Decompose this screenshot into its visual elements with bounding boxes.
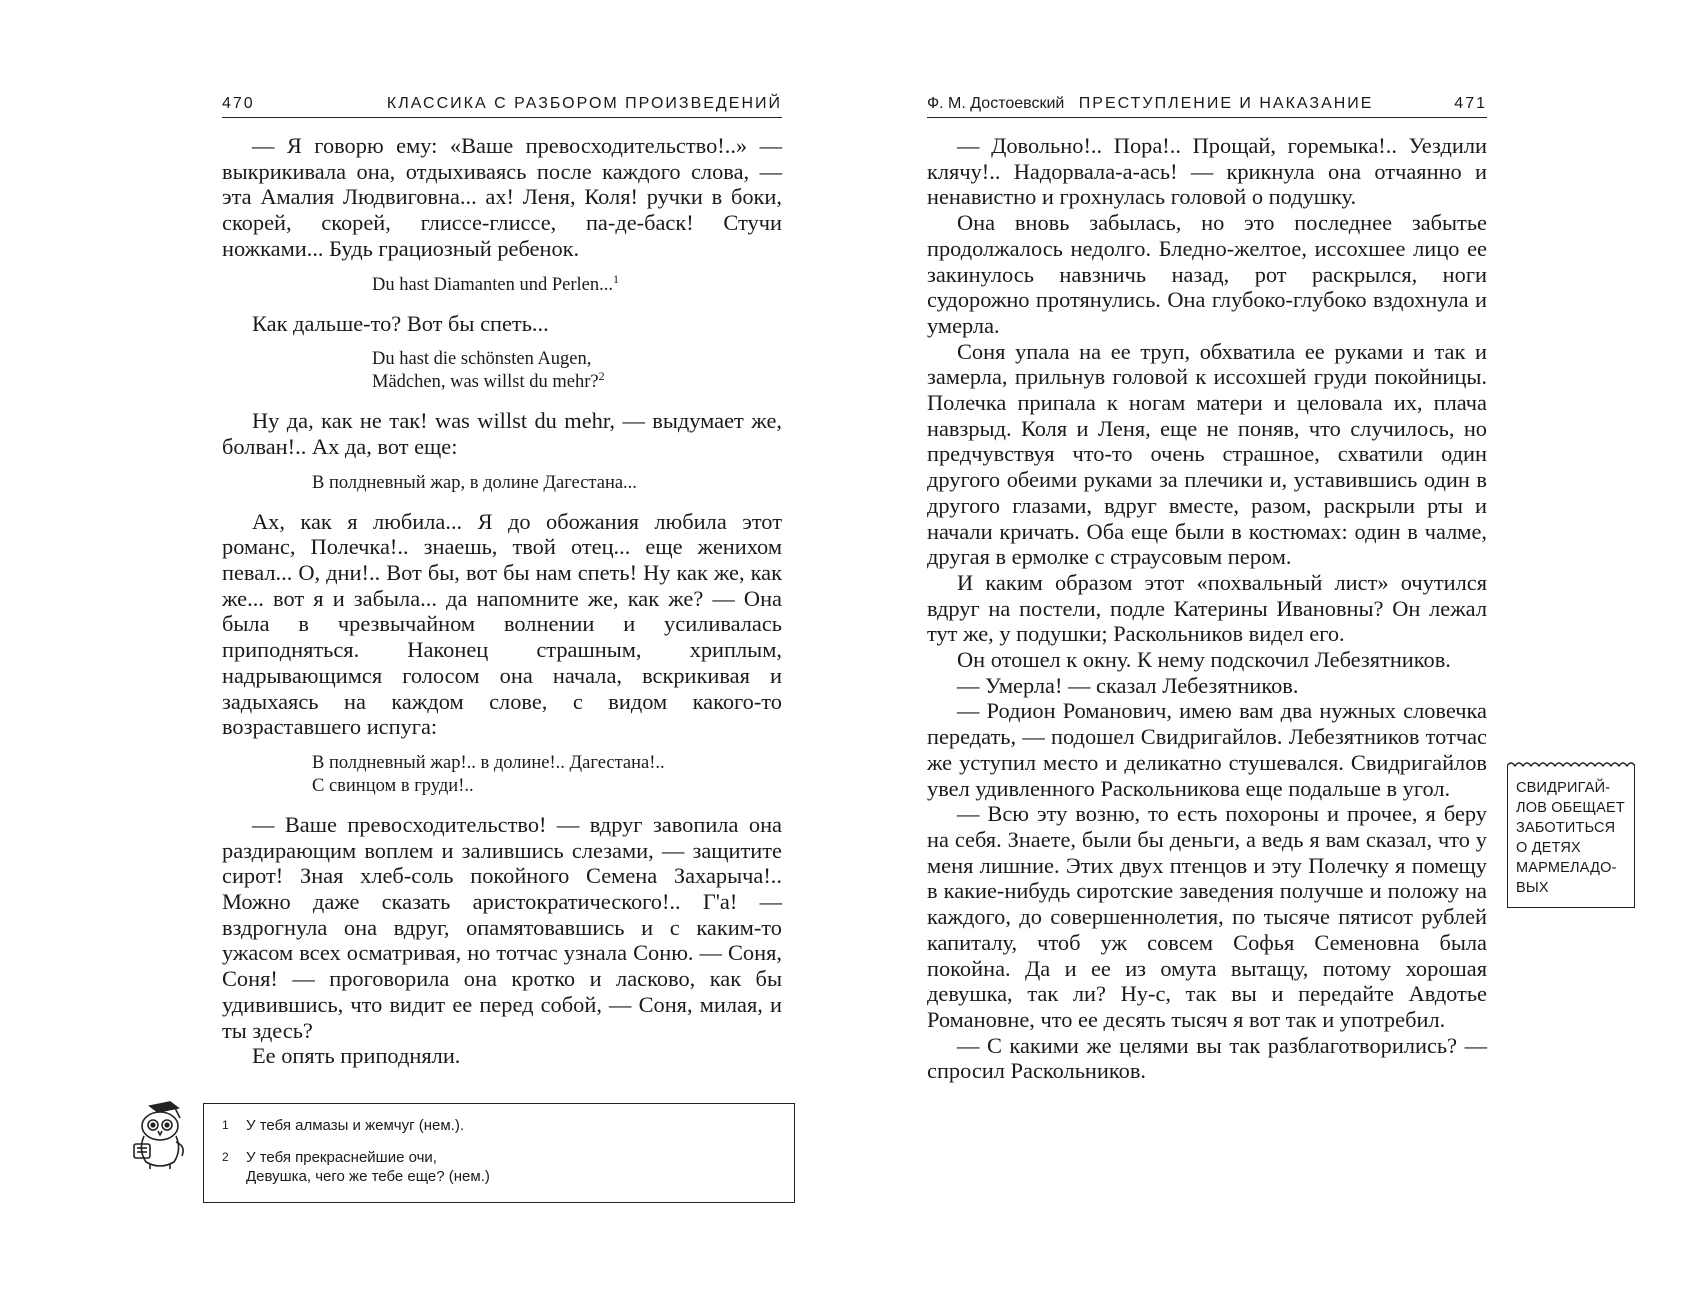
verse-line: С свинцом в груди!.. — [312, 775, 474, 796]
footnote — [222, 1116, 778, 1135]
margin-note-line: О ДЕТЯХ — [1516, 840, 1581, 856]
paragraph: Соня упала на ее труп, обхватила ее руками и так и замерла, прильнув головой к иссохшей груди покойницы. Полечка припала к ногам матери и целовала их, плача навзрыд. Коля и Леня, еще не поняв, что случилось, но предчувствуя что-то очень страшное, схватили один другого обеими руками за плечики и, уставившись один в другого глазами, вдруг вместе, разом, раскрыли рты и начали кричать. Оба еще были в костюмах: один в чалме, другая в ермолке с страусовым пером. — [927, 338, 1487, 570]
verse-quote — [222, 271, 782, 297]
margin-note — [1507, 766, 1635, 908]
paragraph: — С какими же целями вы так разблаготворились? — спросил Раскольников. — [927, 1032, 1487, 1084]
paragraph: Ах, как я любила... Я до обожания любила этот романс, Полечка!.. знаешь, твой отец... еще женихом певал... О, дни!.. Вот бы, вот бы нам спеть! Ну как же, как же... вот я и забыла... да напомните же, как же? — Она была в чрезвычайном волнении и усиливалась приподняться. Наконец страшным, хриплым, надрывающимся голосом она начала, вскрикивая и задыхаясь на каждом слове, с видом какого-то возраставшего испуга: — [222, 508, 782, 740]
paragraph: — Довольно!.. Пора!.. Прощай, горемыка!.. Уездили клячу!.. Надорвала-а-ась! — крикнула она отчаянно и ненавистно и грохнулась головой о подушку. — [927, 133, 1487, 210]
verse-quote — [222, 472, 782, 495]
margin-note-line: ЛОВ ОБЕЩАЕТ — [1516, 800, 1625, 816]
footnote-ref: 2 — [598, 369, 605, 384]
verse-line: Du hast die schönsten Augen, — [372, 349, 592, 370]
footnote-number: 2 — [222, 1150, 229, 1164]
text-column-left — [222, 133, 782, 1069]
right-page — [844, 0, 1688, 1311]
paragraph: Она вновь забылась, но это последнее забытье продолжалось недолго. Бледно-желтое, иссохшее лицо ее закинулось навзничь назад, рот раскрылся, ноги судорожно протянулись. Она глубоко-глубоко вздохнула и умерла. — [927, 210, 1487, 338]
footnote-text: Девушка, чего же тебе еще? (нем.) — [246, 1168, 490, 1185]
footnote-number: 1 — [222, 1118, 229, 1132]
paragraph: — Родион Романович, имею вам два нужных словечка передать, — подошел Свидригайлов. Лебезятников тотчас же уступил место и деликатно стушевался. Свидригайлов увел удивленного Раскольникова еще подальше в угол. — [927, 698, 1487, 801]
paragraph: — Ваше превосходительство! — вдруг завопила она раздирающим воплем и залившись слезами, — защитите сирот! Зная хлеб-соль покойного Семена Захарыча!.. Можно даже сказать аристократического!.. Г'а! — вздрогнула она вдруг, опамятовавшись и с каким-то ужасом всех осматривая, но тотчас узнала Соню. — Соня, Соня! — проговорила она кротко и ласково, как бы удивившись, что видит ее перед собой, — Соня, милая, и ты здесь? — [222, 811, 782, 1043]
paragraph: — Я говорю ему: «Ваше превосходительство!..» — выкрикивала она, отдыхиваясь после каждого слова, — эта Амалия Людвиговна... ах! Леня, Коля! ручки в боки, скорей, скорей, глиссе-глиссе, па-де-баск! Стучи ножками... Будь грациозный ребенок. — [222, 133, 782, 261]
running-head-author: Ф. М. Достоевский — [927, 95, 1065, 112]
wavy-border-decoration — [1507, 758, 1635, 768]
footnote — [222, 1148, 778, 1186]
verse-quote — [222, 752, 782, 798]
verse-line: Du hast Diamanten und Perlen... — [372, 274, 613, 295]
paragraph: — Умерла! — сказал Лебезятников. — [957, 672, 1299, 698]
running-head-title-left: КЛАССИКА С РАЗБОРОМ ПРОИЗВЕДЕНИЙ — [386, 95, 782, 112]
verse-line: В полдневный жар!.. в долине!.. Дагестана!.. — [312, 752, 665, 773]
margin-note-line: СВИДРИГАЙ- — [1516, 780, 1611, 796]
running-head-left — [222, 92, 782, 118]
paragraph: И каким образом этот «похвальный лист» очутился вдруг на постели, подле Катерины Ивановны? Он лежал тут же, у подушки; Раскольников видел его. — [927, 569, 1487, 647]
verse-quote — [222, 348, 782, 394]
text-column-right — [927, 133, 1487, 1084]
page-number-left: 470 — [222, 95, 255, 112]
margin-note-line: МАРМЕЛАДО- — [1516, 860, 1617, 876]
paragraph: Как дальше-то? Вот бы спеть... — [252, 310, 549, 336]
owl-mascot-icon — [120, 1098, 200, 1170]
footnotes-box — [203, 1103, 795, 1203]
page-number-right: 471 — [1454, 95, 1487, 112]
running-head-right — [927, 92, 1487, 118]
margin-note-line: ВЫХ — [1516, 880, 1549, 896]
paragraph: Ее опять приподняли. — [252, 1043, 461, 1069]
footnote-text: У тебя прекраснейшие очи, — [246, 1149, 437, 1166]
footnote-text: У тебя алмазы и жемчуг (нем.). — [246, 1117, 464, 1134]
paragraph: Он отошел к окну. К нему подскочил Лебезятников. — [957, 647, 1451, 673]
running-head-title-right: ПРЕСТУПЛЕНИЕ И НАКАЗАНИЕ — [1078, 95, 1374, 112]
margin-note-line: ЗАБОТИТЬСЯ — [1516, 820, 1616, 836]
paragraph: — Всю эту возню, то есть похороны и прочее, я беру на себя. Знаете, были бы деньги, а ведь я вам сказал, что у меня лишние. Этих двух птенцов и эту Полечку я помещу в какие-нибудь сиротские заведения получше и положу на каждого, до совершеннолетия, по тысяче пятисот рублей капиталу, чтоб уж совсем Софья Семеновна была покойна. Да и ее из омута вытащу, потому хорошая девушка, так ли? Ну-с, так вы и передайте Авдотье Романовне, что ее десять тысяч я вот так и употребил. — [927, 801, 1487, 1032]
verse-line: Mädchen, was willst du mehr? — [372, 372, 599, 393]
verse-line: В полдневный жар, в долине Дагестана... — [312, 472, 637, 493]
paragraph: Ну да, как не так! was willst du mehr, — выдумает же, болван!.. Ах да, вот еще: — [222, 408, 782, 459]
footnote-ref: 1 — [612, 271, 619, 286]
